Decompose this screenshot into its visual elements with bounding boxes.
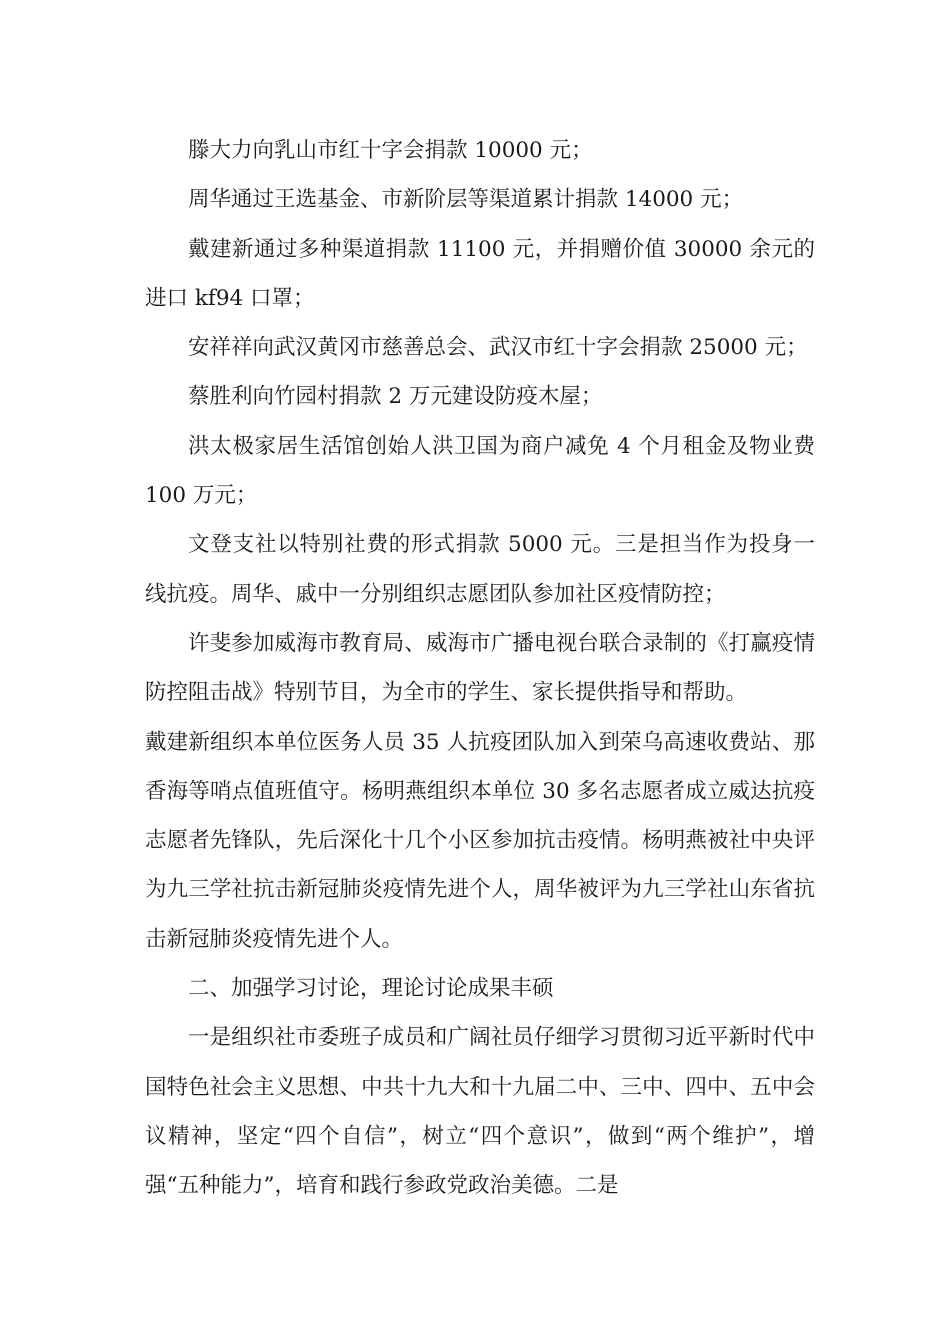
paragraph-donation-teng: 滕大力向乳山市红十字会捐款 10000 元； bbox=[188, 138, 593, 163]
paragraph-donation-daijianxin: 戴建新通过多种渠道捐款 11100 元，并捐赠价值 30000 余元的进口 kf94 口罩； bbox=[145, 236, 815, 311]
section-heading: 二、加强学习讨论，理论讨论成果丰硕 bbox=[188, 976, 554, 1002]
paragraph-donation-zhouhua: 周华通过王选基金、市新阶层等渠道累计捐款 14000 元； bbox=[188, 187, 744, 213]
paragraph-study-discussion: 一是组织社市委班子成员和广阔社员仔细学习贯彻习近平新时代中国特色社会主义思想、中共十九大和十九届二中、三中、四中、五中会议精神，坚定“四个自信”，树立“四个意识”，做到“两个维护”，增强“五种能力”，培育和践行参政党政治美德。二是 bbox=[145, 1025, 815, 1199]
paragraph-donation-anxiangxiang: 安祥祥向武汉黄冈市慈善总会、武汉市红十字会捐款 25000 元； bbox=[188, 335, 808, 361]
paragraph-volunteer-teams: 戴建新组织本单位医务人员 35 人抗疫团队加入到荣乌高速收费站、那香海等哨点值班值守。杨明燕组织本单位 30 多名志愿者成立威达抗疫志愿者先锋队，先后深化十几个小区参加抗击疫情。杨明燕被社中央评为九三学社抗击新冠肺炎疫情先进个人，周华被评为九三学社山东省抗击新冠肺炎疫情先进个人。 bbox=[145, 729, 815, 952]
paragraph-donation-hongweiguo: 洪太极家居生活馆创始人洪卫国为商户减免 4 个月租金及物业费 100 万元； bbox=[145, 433, 815, 509]
paragraph-wendeng-branch: 文登支社以特别社费的形式捐款 5000 元。三是担当作为投身一线抗疫。周华、戚中一分别组织志愿团队参加社区疫情防控； bbox=[145, 532, 815, 607]
document-body bbox=[145, 126, 815, 1211]
paragraph-donation-caishengli: 蔡胜利向竹园村捐款 2 万元建设防疫木屋； bbox=[188, 384, 603, 410]
paragraph-xufei-program: 许斐参加威海市教育局、威海市广播电视台联合录制的《打赢疫情防控阻击战》特别节目，为全市的学生、家长提供指导和帮助。 bbox=[145, 630, 815, 706]
